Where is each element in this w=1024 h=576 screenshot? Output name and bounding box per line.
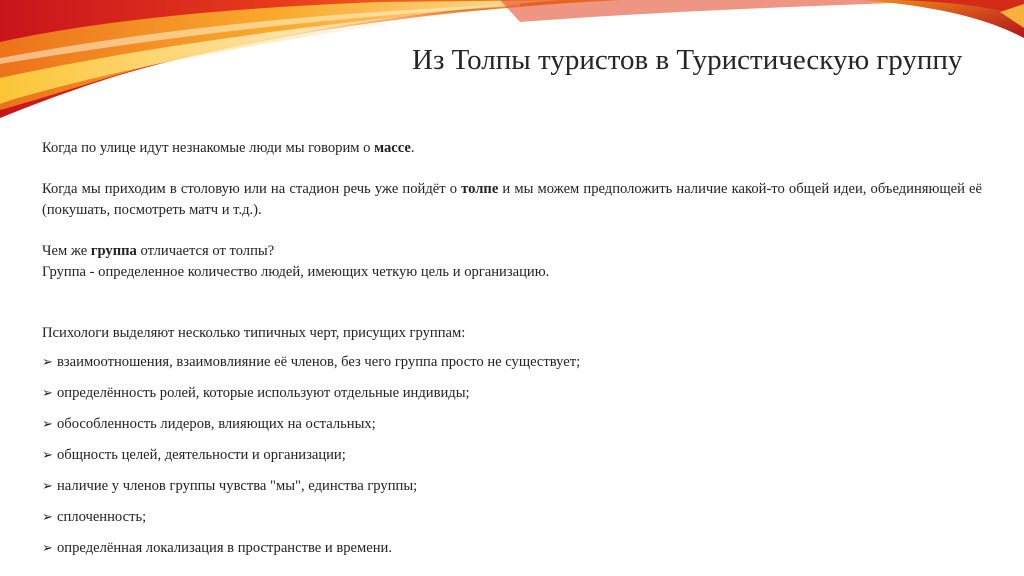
paragraph-crowd: Когда мы приходим в столовую или на стадион речь уже пойдёт о толпе и мы можем предположить наличие какой-то общей идеи, объединяющей её (покушать, посмотреть матч и т.д.). [42,181,982,218]
arrow-bullet-icon: ➢ [42,479,53,494]
arrow-bullet-icon: ➢ [42,355,53,370]
traits-list [42,352,982,569]
paragraph-mass: Когда по улице идут незнакомые люди мы говорим о массе. [42,140,415,156]
arrow-bullet-icon: ➢ [42,510,53,525]
list-item: ➢ общность целей, деятельности и организации; [42,445,982,476]
traits-intro: Психологи выделяют несколько типичных черт, присущих группам: [42,325,466,341]
arrow-bullet-icon: ➢ [42,541,53,556]
paragraph-group [42,241,982,283]
group-definition: Группа - определенное количество людей, имеющих четкую цель и организацию. [42,264,550,280]
term-crowd: толпе [461,181,499,197]
term-mass: массе [374,140,411,156]
slide-body [42,138,982,569]
list-item: ➢ обособленность лидеров, влияющих на остальных; [42,414,982,445]
list-item: ➢ определённость ролей, которые используют отдельные индивиды; [42,383,982,414]
list-item: ➢ сплоченность; [42,507,982,538]
arrow-bullet-icon: ➢ [42,417,53,432]
slide-title: Из Толпы туристов в Туристическую группу [412,44,963,76]
group-question: Чем же группа отличается от толпы? [42,243,275,259]
arrow-bullet-icon: ➢ [42,386,53,401]
arrow-bullet-icon: ➢ [42,448,53,463]
list-item: ➢ взаимоотношения, взаимовлияние её членов, без чего группа просто не существует; [42,352,982,383]
list-item: ➢ наличие у членов группы чувства "мы", единства группы; [42,476,982,507]
term-group: группа [90,243,137,259]
list-item: ➢ определённая локализация в пространстве и времени. [42,538,982,569]
